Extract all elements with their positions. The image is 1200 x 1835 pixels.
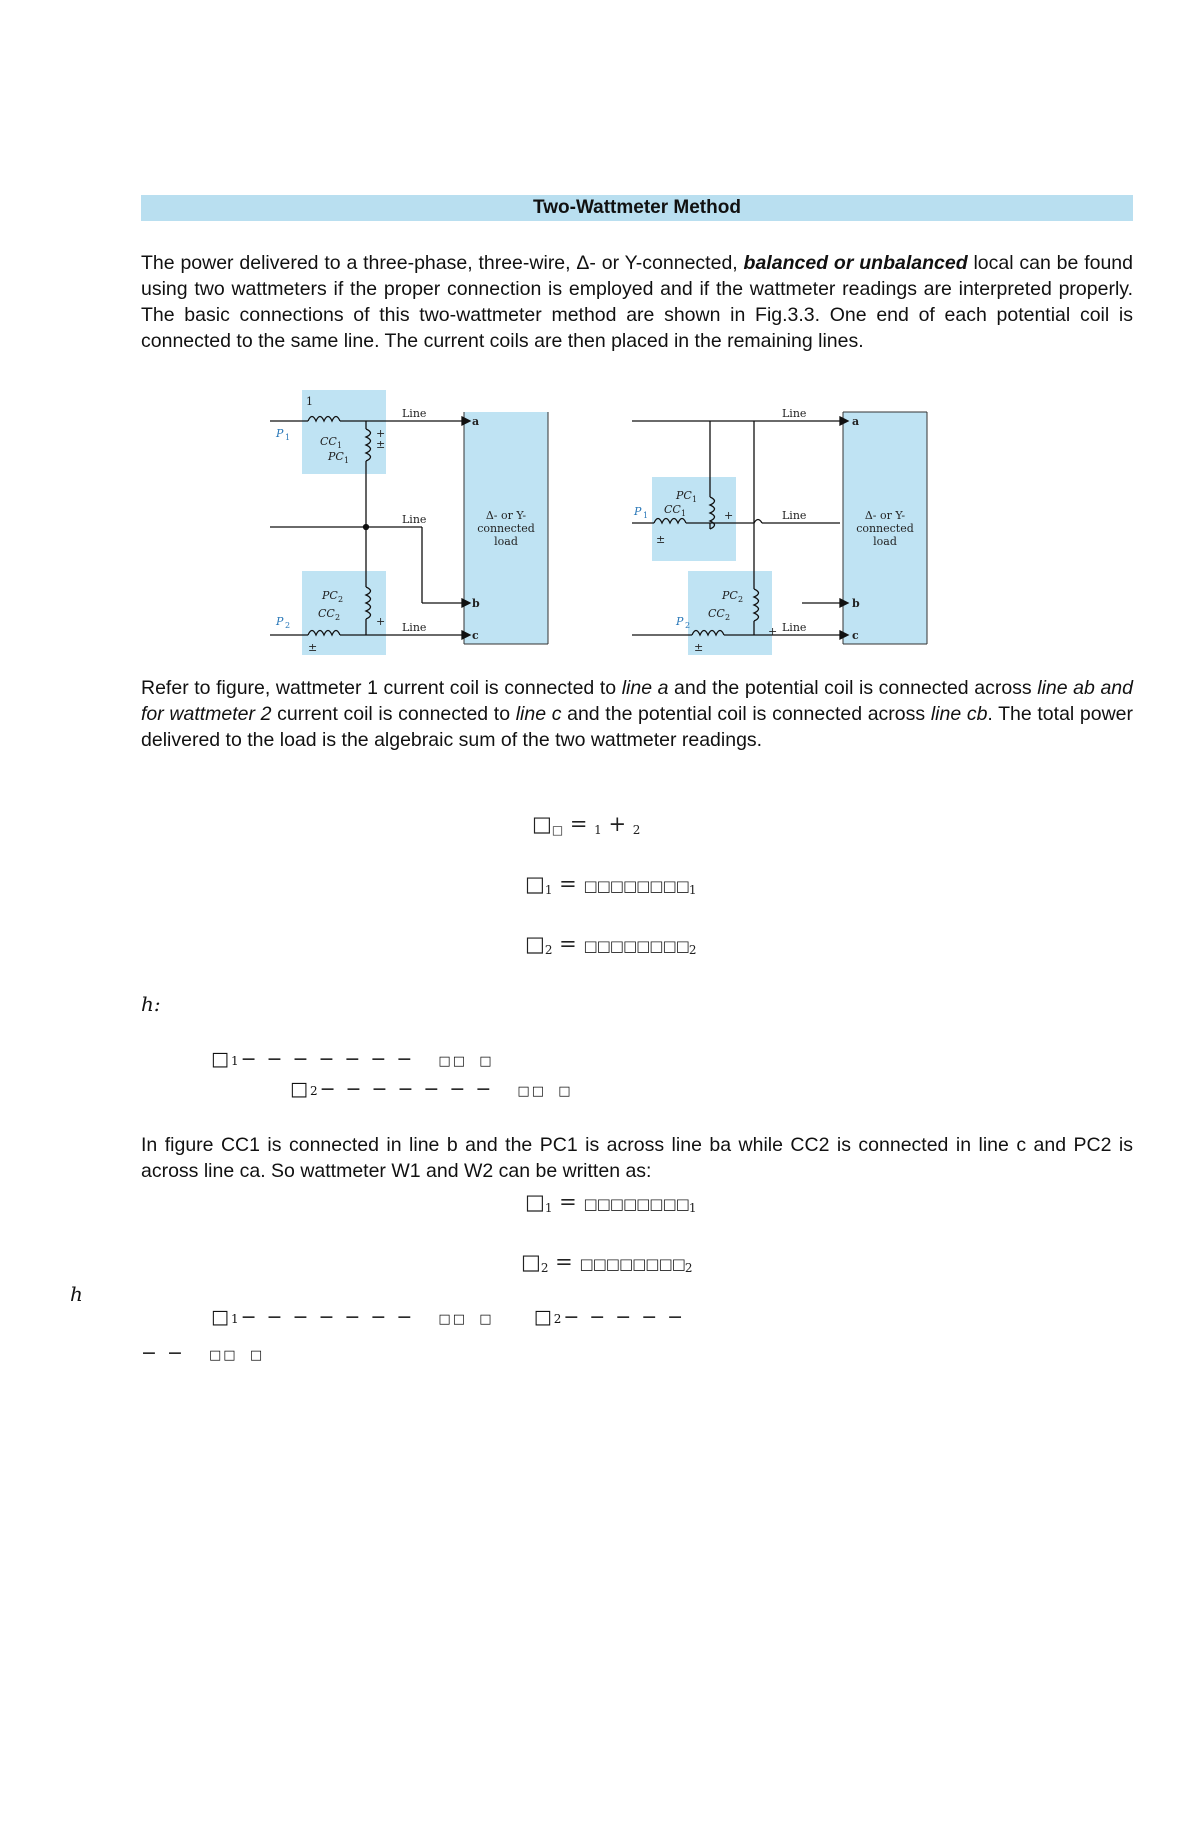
right-diagram bbox=[632, 407, 927, 655]
intro-paragraph bbox=[141, 250, 1133, 354]
refer-italic-2: line ab and for wattmeter 2 bbox=[141, 677, 1133, 725]
fig-right-b: b bbox=[852, 597, 860, 610]
fig-left-plus-2: + bbox=[376, 615, 386, 628]
fig-right-p2-sub: 2 bbox=[685, 621, 691, 630]
refer-text-4: and the potential coil is connected across bbox=[561, 703, 931, 725]
refer-text-2: and the potential coil is connected across bbox=[668, 677, 1038, 699]
fig-right-plus-2: + bbox=[768, 625, 778, 638]
fig-left-line-c: Line bbox=[402, 621, 427, 634]
fig-right-cc1-sub: 1 bbox=[681, 509, 687, 518]
fig-right-pc2: PC bbox=[722, 589, 738, 602]
where2-line-1: □1− − − − − − − □□ □ □2− − − − − bbox=[211, 1306, 686, 1328]
fig-left-pc1-sub: 1 bbox=[344, 456, 350, 465]
fig-left-plus-1: + bbox=[376, 427, 386, 440]
refer-italic-1: line a bbox=[621, 677, 669, 699]
fig-right-cc2-sub: 2 bbox=[725, 613, 731, 622]
fig-right-line-c: Line bbox=[782, 621, 807, 634]
left-diagram bbox=[270, 390, 548, 655]
fig-right-load-3: load bbox=[873, 535, 897, 548]
fig-right-load-1: Δ- or Y- bbox=[864, 509, 906, 522]
refer-italic-3: line c bbox=[515, 703, 562, 725]
fig-right-cc1: CC bbox=[664, 503, 681, 516]
fig-right-pc1: PC bbox=[676, 489, 692, 502]
fig-left-p1-sub: 1 bbox=[285, 433, 291, 442]
intro-text-2: local can be found using two wattmeters if the proper connection is employed and if the wattmeter readings are interpreted properly. The basic connections of this two-wattmeter method are shown in Fig.3.3. One end of each potential coil is connected to the same line. The current coils are then placed in the remaining lines. bbox=[141, 252, 1133, 352]
fig-left-load-2: connected bbox=[477, 522, 535, 535]
equation2-w2: $□_2$ = $□□□□□□□□_2$ bbox=[521, 1250, 693, 1275]
fig-right-pc1-sub: 1 bbox=[692, 495, 698, 504]
fig-left-pm-1: ± bbox=[376, 438, 386, 451]
fig-right-load-2: connected bbox=[856, 522, 914, 535]
fig-left-cc1-sub: 1 bbox=[337, 441, 343, 450]
fig-right-p2: P bbox=[676, 615, 684, 628]
fig-right-line-a: Line bbox=[782, 407, 807, 420]
equation2-w1: $□_1$ = $□□□□□□□□_1$ bbox=[525, 1190, 697, 1215]
fig-left-load-1: Δ- or Y- bbox=[485, 509, 527, 522]
fig-right-line-mid: Line bbox=[782, 509, 807, 522]
fig-left-c: c bbox=[472, 629, 479, 642]
fig-right-pm-2: ± bbox=[694, 641, 704, 654]
page-title: Two-Wattmeter Method bbox=[141, 195, 1133, 221]
equation-w1: $□_1$ = $□□□□□□□□_1$ bbox=[525, 872, 697, 897]
where-line-2: □2− − − − − − − □□ □ bbox=[290, 1078, 573, 1100]
fig-right-pc2-sub: 2 bbox=[738, 595, 744, 604]
second-paragraph: In figure CC1 is connected in line b and the PC1 is across line ba while CC2 is connected in line c and PC2 is across line ca. So wattmeter W1 and W2 can be written as: bbox=[141, 1134, 1133, 1182]
fig-left-p2: P bbox=[276, 615, 284, 628]
fig-right-p1: P bbox=[634, 505, 642, 518]
fig-left-a: a bbox=[472, 415, 480, 428]
where2-label: h bbox=[70, 1282, 83, 1306]
fig-left-cc2-sub: 2 bbox=[335, 613, 341, 622]
equation-w2: $□_2$ = $□□□□□□□□_2$ bbox=[525, 932, 697, 957]
equation-total: $□_□ = _1 + _2$ bbox=[532, 812, 641, 837]
fig-right-p1-sub: 1 bbox=[643, 511, 649, 520]
where-line-1: □1− − − − − − − □□ □ bbox=[211, 1048, 494, 1070]
fig-left-label-1: 1 bbox=[306, 395, 313, 408]
fig-right-pm-1: ± bbox=[656, 533, 666, 546]
fig-left-line-a: Line bbox=[402, 407, 427, 420]
fig-left-cc2: CC bbox=[318, 607, 335, 620]
intro-text-1: The power delivered to a three-phase, three-wire, Δ- or Y-connected, bbox=[141, 252, 744, 274]
fig-right-plus-1: + bbox=[724, 509, 734, 522]
refer-paragraph bbox=[141, 675, 1133, 753]
fig-right-c: c bbox=[852, 629, 859, 642]
refer-text-1: Refer to figure, wattmeter 1 current coil is connected to bbox=[141, 677, 622, 699]
fig-left-pm-2: ± bbox=[308, 641, 318, 654]
fig-left-cc1: CC bbox=[320, 435, 337, 448]
fig-left-pc2-sub: 2 bbox=[338, 595, 344, 604]
fig-left-p1: P bbox=[276, 427, 284, 440]
fig-left-b: b bbox=[472, 597, 480, 610]
refer-italic-4: line cb bbox=[930, 703, 988, 725]
fig-left-line-mid: Line bbox=[402, 513, 427, 526]
refer-text-3: current coil is connected to bbox=[271, 703, 516, 725]
where-label: h: bbox=[141, 992, 161, 1016]
fig-left-load-3: load bbox=[494, 535, 518, 548]
refer-text-5: . The total power delivered to the load is the algebraic sum of the two wattmeter readings. bbox=[141, 703, 1134, 751]
fig-left-pc2: PC bbox=[322, 589, 338, 602]
two-wattmeter-figure bbox=[262, 385, 942, 660]
fig-left-p2-sub: 2 bbox=[285, 621, 291, 630]
intro-emphasis: balanced or unbalanced bbox=[743, 252, 968, 274]
fig-right-cc2: CC bbox=[708, 607, 725, 620]
fig-left-pc1: PC bbox=[328, 450, 344, 463]
fig-right-a: a bbox=[852, 415, 860, 428]
where2-line-2: − − □□ □ bbox=[141, 1342, 265, 1364]
